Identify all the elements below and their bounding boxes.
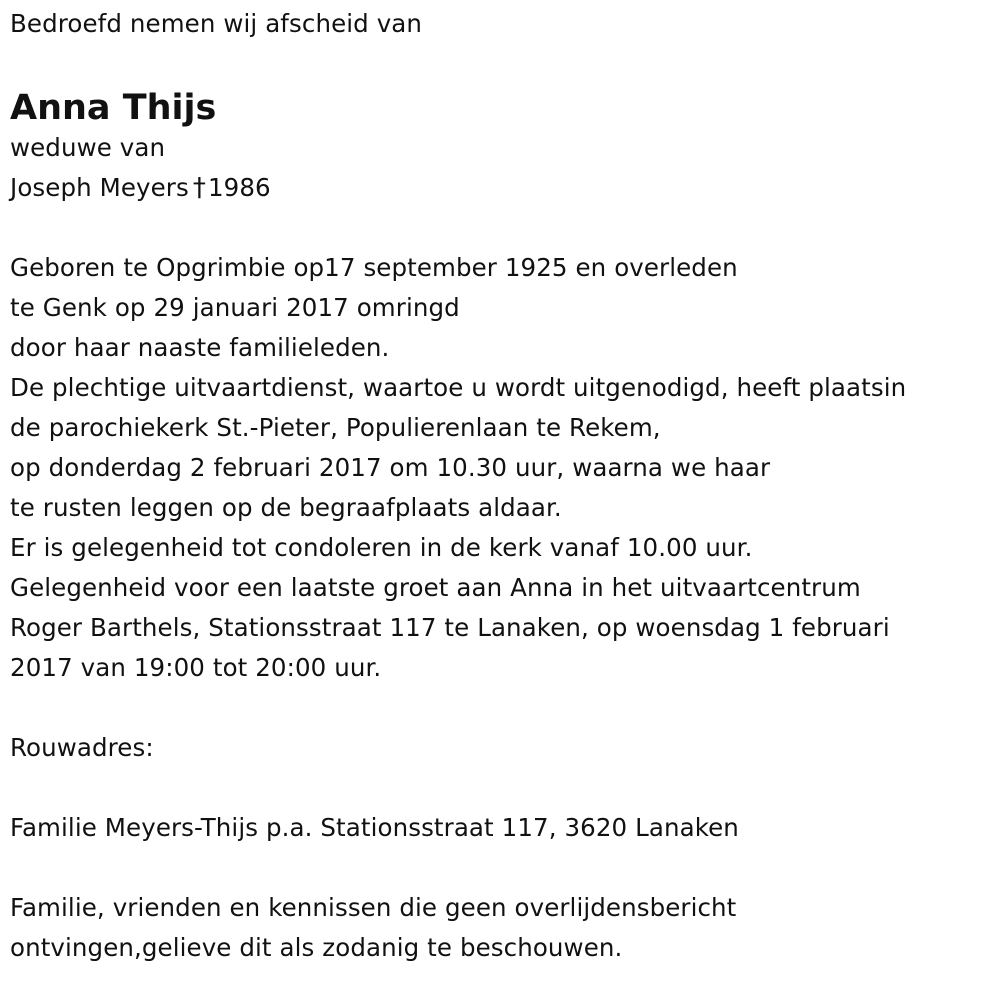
body-line: te Genk op 29 januari 2017 omringd	[10, 293, 460, 322]
body-line: Roger Barthels, Stationsstraat 117 te Lanaken, op woensdag 1 februari	[10, 613, 890, 642]
spacer	[10, 848, 995, 888]
closing-paragraph	[10, 888, 995, 968]
spacer	[10, 208, 995, 248]
deceased-name: Anna Thijs	[10, 88, 217, 128]
body-line: op donderdag 2 februari 2017 om 10.30 uur, waarna we haar	[10, 453, 771, 482]
closing-line: Familie, vrienden en kennissen die geen overlijdensbericht	[10, 893, 737, 922]
body-line: door haar naaste familieleden.	[10, 333, 390, 362]
obituary-notice	[10, 4, 995, 968]
relation-text: weduwe van	[10, 133, 166, 162]
spacer	[10, 768, 995, 808]
body-line: De plechtige uitvaartdienst, waartoe u wordt uitgenodigd, heeft plaatsin	[10, 373, 907, 402]
mourning-address: Familie Meyers-Thijs p.a. Stationsstraat 117, 3620 Lanaken	[10, 813, 739, 842]
spouse-line	[10, 168, 995, 208]
address-label: Rouwadres:	[10, 733, 154, 762]
spacer	[10, 688, 995, 728]
cross-icon: †	[192, 173, 206, 203]
intro-text: Bedroefd nemen wij afscheid van	[10, 9, 423, 38]
body-line: Geboren te Opgrimbie op17 september 1925 en overleden	[10, 253, 738, 282]
closing-line: ontvingen,gelieve dit als zodanig te beschouwen.	[10, 933, 623, 962]
body-paragraph	[10, 248, 995, 688]
body-line: te rusten leggen op de begraafplaats aldaar.	[10, 493, 562, 522]
body-line: Er is gelegenheid tot condoleren in de kerk vanaf 10.00 uur.	[10, 533, 753, 562]
spouse-name: Joseph Meyers	[10, 173, 189, 202]
body-line: 2017 van 19:00 tot 20:00 uur.	[10, 653, 382, 682]
body-line: de parochiekerk St.-Pieter, Populierenlaan te Rekem,	[10, 413, 661, 442]
body-line: Gelegenheid voor een laatste groet aan Anna in het uitvaartcentrum	[10, 573, 861, 602]
spouse-death-year: 1986	[207, 173, 271, 202]
